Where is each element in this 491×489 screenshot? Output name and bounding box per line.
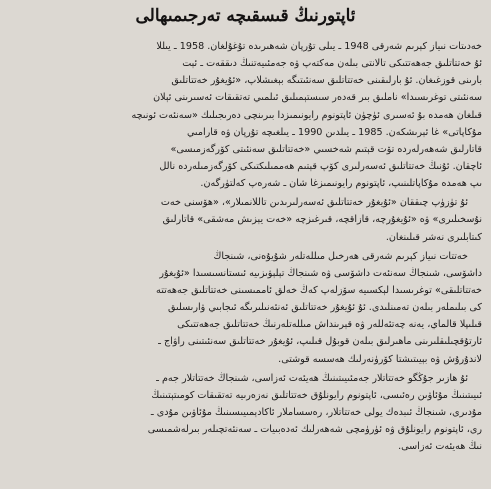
paragraph (9, 38, 482, 192)
text-line: داشۆسى، شىنجاڭ سەنئەت داشۆسى ۋە شىنجاڭ تېلېۋىزىيە ئىستانسىسىدا «ئۇيغۇر (159, 267, 482, 279)
paragraph (9, 248, 482, 368)
text-line: ئۇ تۈزۈپ چىققان «ئۇيغۇر خەتتاتلىق ئەسەرلىرىدىن تاللانمىلار»، «ھۆسنى خەت (160, 197, 468, 209)
text-line: لاندۇرۇش ۋە بېيىتىشتا كۆرۈنەرلىك ھەسسە قوشتى. (278, 353, 482, 365)
text-line: بارىنى قوزغىغان. ئۇ بارلىقىنى خەتتاتلىق سەنئىتىگە بېغىشلاپ، «ئۇيغۇر خەتتاتلىق (171, 75, 482, 87)
text-line: مۇكاپاتى» غا ئېرىشكەن. 1985 ـ يىلدىن 1990 ـ يىلغىچە تۇرپان ۋە قارامىي (186, 126, 482, 138)
text-line: خەتتات نىياز كېرىم شەرقى ھەرخىل مىللەتلەر شۇيۇەنى، شىنجاڭ (213, 250, 468, 262)
text-line: كى بىلىملەر بىلەن تەمىنلىدى. ئۇ ئۇيغۇر خەتتاتلىق ئەنئەنىلىرىگە ئىجابىي ۋارىسلىق (168, 302, 482, 314)
text-line: سەنئىتى توغرىسىدا» ناملىق بىر قەدەر سىستېمىلىق ئىلمىي تەتقىقات ئەسىرىنى ئېلان (153, 92, 482, 104)
text-line: خەتتاتلىقى» توغرىسىدا لېكسىيە سۆزلەپ كەڭ خەلق ئاممىسىنى خەتتاتلىق جەھەتتە (156, 284, 482, 296)
text-line: ىپ ھەمدە مۇكاپاتلىنىپ، ئاپتونوم رايونىمىزغا شان ـ شەرەپ كەلتۈرگەن. (200, 178, 482, 190)
document-body (9, 38, 482, 455)
text-line: نىڭ ھەيئەت ئەزاسى. (398, 441, 482, 453)
text-line: قاتارلىق شەھەرلەردە تۆت قېتىم شەخسىي «خەتتاتلىق سەنئىتى كۆرگەزمىسى» (170, 143, 482, 155)
page-title: ئاپتورنىڭ قىسقىچە تەرجىمىھالى (135, 6, 356, 26)
text-line: نۇسخىلىرى» ۋە «ئۇيغۇرچە، قازاقچە، قىرغىزچە «خەت يېزىش مەشقى» قاتارلىق (162, 214, 482, 226)
text-line: خەدىتات نىياز كېرىم شەرقى 1948 ـ يىلى تۇرپان شەھىرىدە تۇغۇلغان. 1958 ـ يىللا (156, 41, 482, 52)
text-line: ئۇ خەتتاتلىق جەھەتتىكى تالانتى بىلەن مەكتەپ ۋە جەمئىيەتنىڭ دىققەت ـ ئې‍ت (182, 58, 482, 70)
text-line: مۇدىرى، شىنجاڭ ئىبدەك يولى خەتتاتلار، رەسساملار ئاكادېمىيىسىنىڭ مۇئاۋىن مۇدى ـ (150, 406, 482, 418)
text-line: رى، ئاپتونوم رايونلۇق ۋە ئۈرۈمچى شەھەرلىك ئەدەبىيات ـ سەنئەتچىلەر بىرلەشمىسى (147, 424, 482, 436)
text-line: قىلغان ھەمدە بۇ ئەسىرى ئۈچۈن ئاپتونوم رايونىمىزدا بىرىنچى دەرىجىلىك «سەنئەت ئونىچە (131, 109, 482, 121)
text-line: ئارتۇقچىلىقلىرىنى ماھىرلىق بىلەن قوبۇل قىلىپ، ئۇيغۇر خەتتاتلىق سەنئىتىنى راۋاج ـ (158, 336, 482, 348)
text-line: ئىيىتىنىڭ مۇئاۋىن رەئىسى، ئاپتونوم رايونلۇق خەتتاتلىق نەزەرىيە تەتقىقات كومىتېتىنىڭ (151, 389, 482, 401)
text-line: ئاچقان. ئۇنىڭ خەتتاتلىق ئەسەرلىرى كۆپ قېتىم ھەممىلىكتىكى كۆرگەزمىلەردە نالل (159, 160, 482, 172)
text-line: كىتابلىرى نەشر قىلىنغان. (385, 231, 482, 243)
text-line: ئۇ ھازىر جۇڭگو خەتتاتلار جەمئىيىتىنىڭ ھەيئەت ئەزاسى، شىنجاڭ خەتتاتلار جەم ـ (156, 372, 468, 384)
text-line: قىلىپلا قالماي، يەنە چەتئەللەر ۋە قېرىنداش مىللەتلەرنىڭ خەتتاتلىق جەھەتتىكى (177, 319, 482, 331)
paragraph (9, 194, 482, 245)
paragraph (9, 370, 482, 456)
